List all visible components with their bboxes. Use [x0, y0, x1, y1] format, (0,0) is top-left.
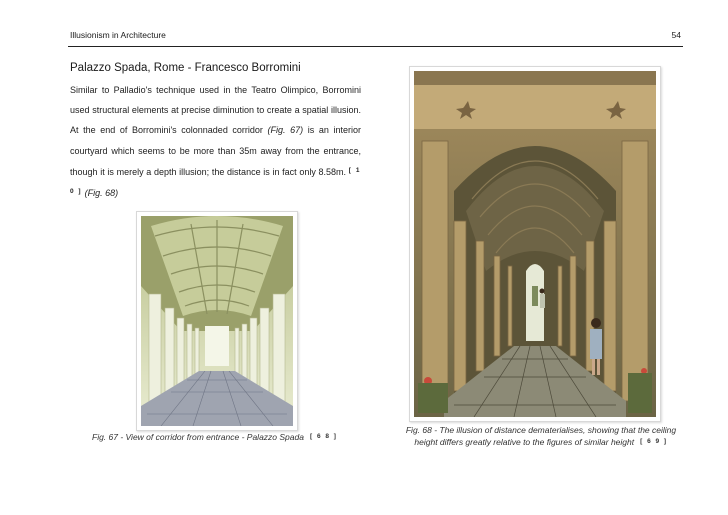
body-paragraph	[70, 80, 361, 203]
fig-ref-67: (Fig. 67)	[267, 125, 304, 136]
caption-68-text: Fig. 68 - The illusion of distance dematerialises, showing that the ceiling height differs greatly relative to the figures of similar height	[405, 425, 677, 447]
figure-67	[136, 211, 298, 431]
caption-67-text: Fig. 67 - View of corridor from entrance - Palazzo Spada	[92, 432, 304, 442]
page-number: 54	[671, 30, 681, 40]
figure-68	[409, 66, 661, 422]
person-figure-far	[540, 289, 546, 309]
body-text-1: Similar to Palladio's technique used in the Teatro Olimpico, Borromini used structural elements at precise diminution to create a spatial illusion. At the end of Borromini's colonnaded corridor	[70, 85, 361, 136]
body-text-2: is an interior courtyard which seems to be more than 35m away from the entrance, though it is merely a depth illusion; the distance is in fact only 8.58m.	[70, 125, 362, 177]
caption-fig-67	[92, 432, 337, 442]
caption-fig-68	[396, 424, 686, 448]
header-title: Illusionism in Architecture	[70, 30, 166, 40]
citation: [ 1 0 ]	[70, 166, 361, 196]
caption-68-ref: [ 6 9 ]	[640, 438, 668, 445]
corridor-photo-entrance	[141, 216, 293, 426]
fig-ref-68: (Fig. 68)	[84, 188, 119, 199]
caption-67-ref: [ 6 8 ]	[309, 433, 338, 440]
header-rule	[68, 46, 683, 47]
corridor-photo-with-figures	[414, 71, 656, 417]
section-title: Palazzo Spada, Rome - Francesco Borromini	[70, 62, 301, 74]
